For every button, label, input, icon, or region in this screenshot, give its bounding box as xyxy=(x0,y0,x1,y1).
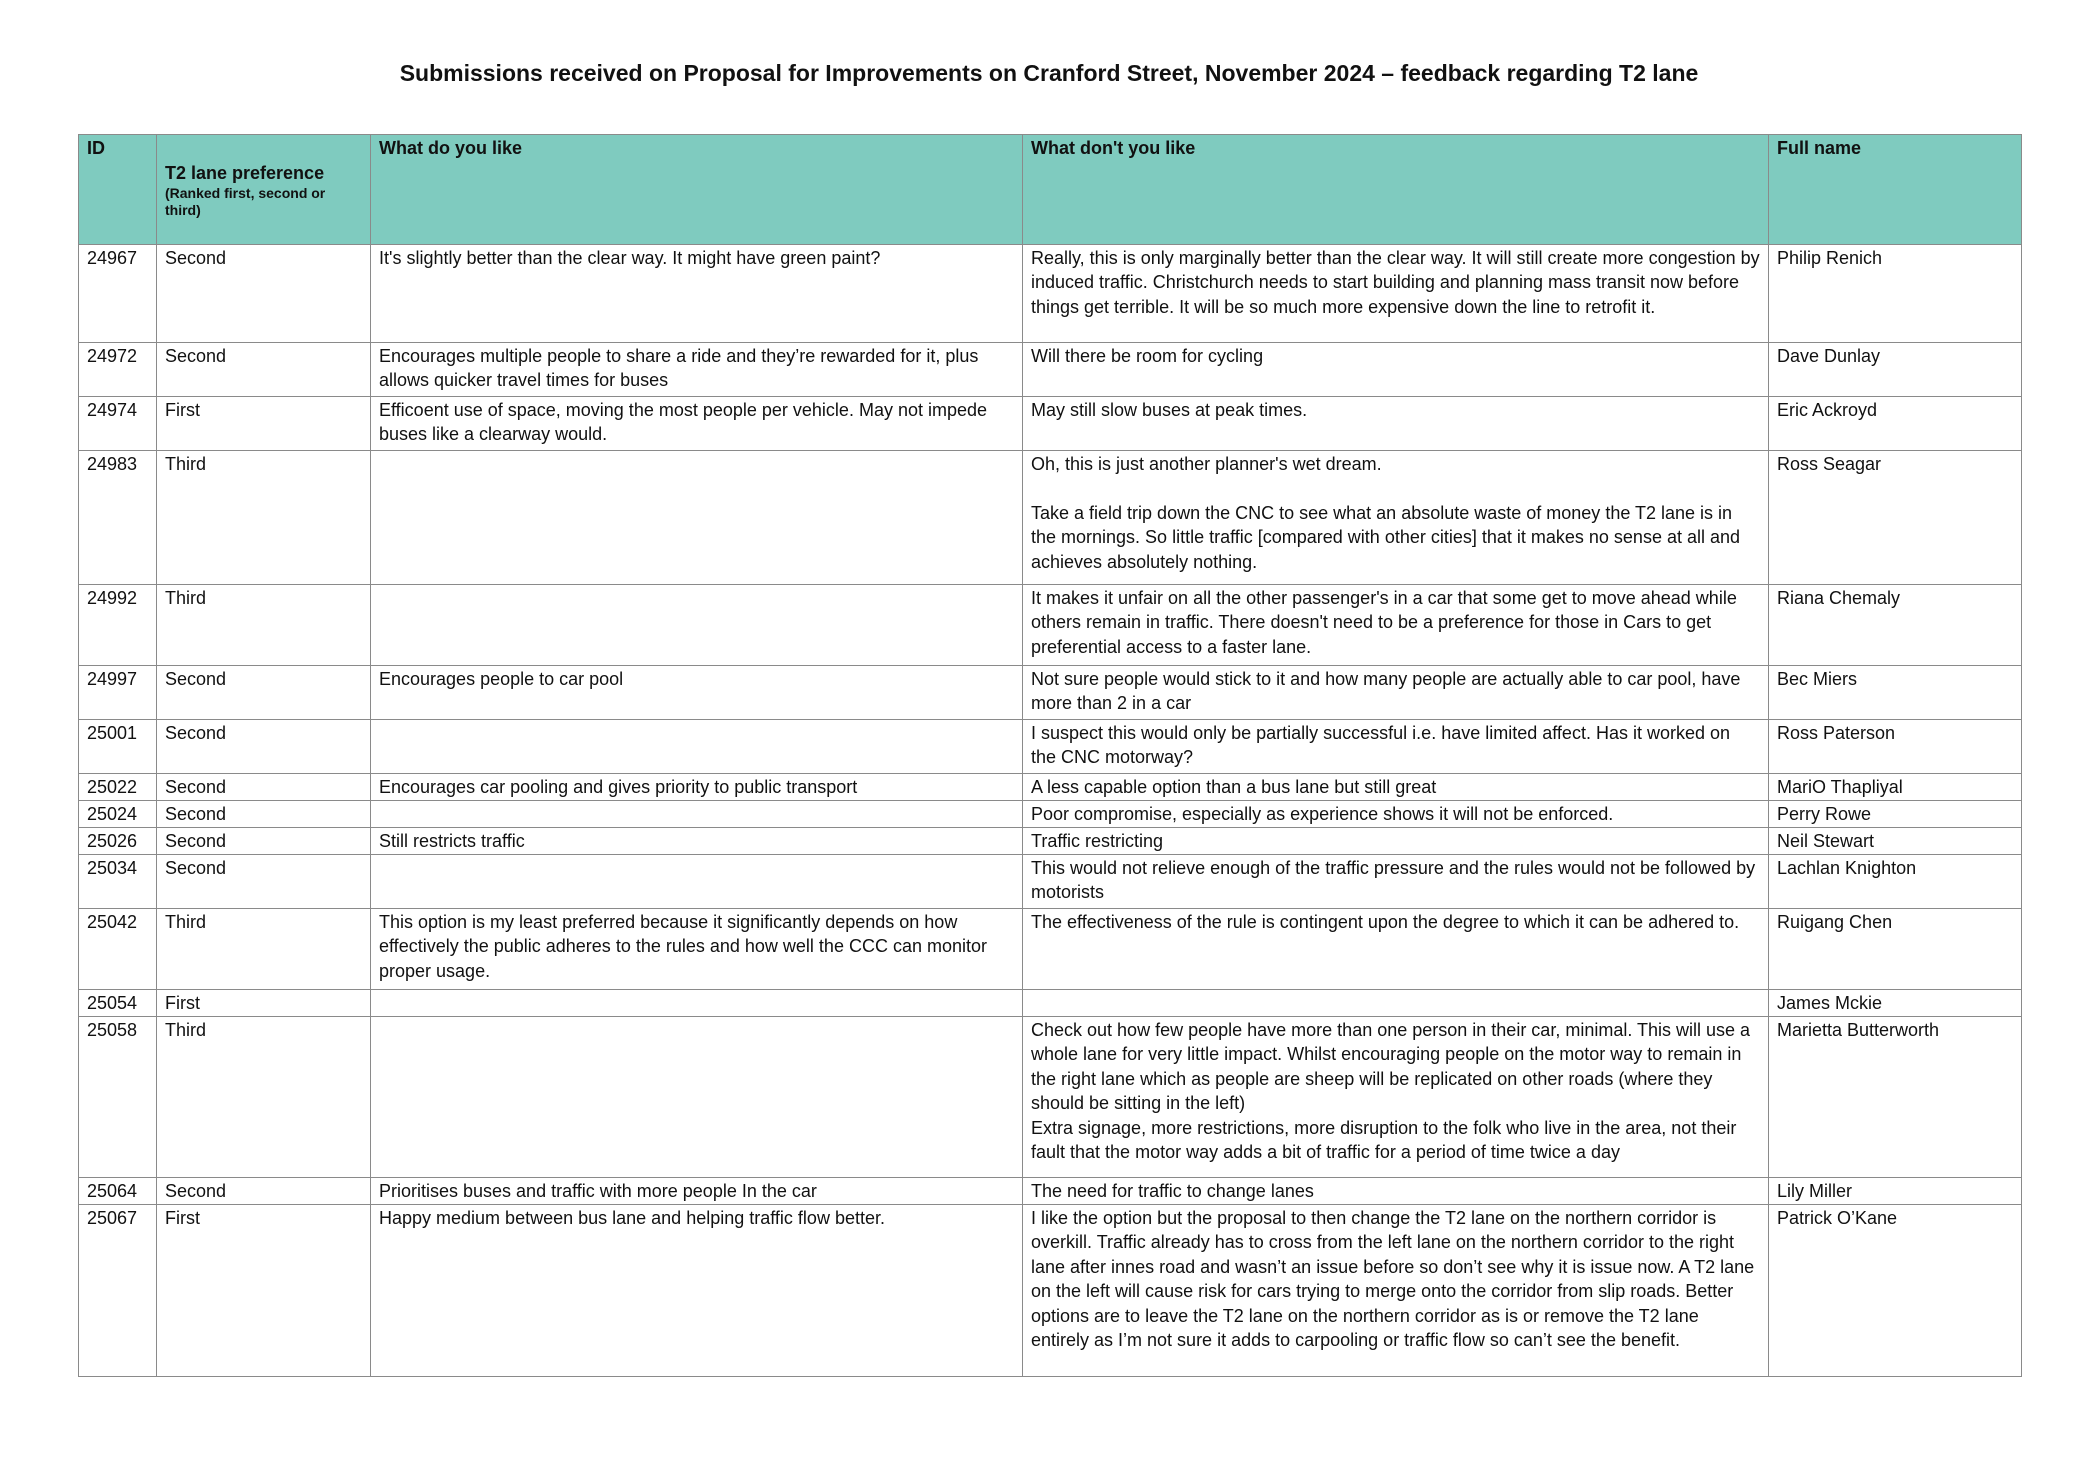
cell-like: Prioritises buses and traffic with more people In the car xyxy=(371,1177,1023,1204)
cell-name: Neil Stewart xyxy=(1769,827,2022,854)
cell-name: Dave Dunlay xyxy=(1769,342,2022,396)
cell-id: 24992 xyxy=(79,584,157,665)
cell-dislike: I suspect this would only be partially successful i.e. have limited affect. Has it worked on the CNC motorway? xyxy=(1023,719,1769,773)
cell-preference: Second xyxy=(157,827,371,854)
cell-id: 25064 xyxy=(79,1177,157,1204)
cell-like xyxy=(371,1016,1023,1177)
cell-dislike: A less capable option than a bus lane but still great xyxy=(1023,773,1769,800)
cell-id: 25058 xyxy=(79,1016,157,1177)
cell-name: Ross Paterson xyxy=(1769,719,2022,773)
cell-name: James Mckie xyxy=(1769,989,2022,1016)
cell-like: Efficoent use of space, moving the most people per vehicle. May not impede buses like a clearway would. xyxy=(371,396,1023,450)
cell-id: 25067 xyxy=(79,1204,157,1376)
cell-dislike: This would not relieve enough of the traffic pressure and the rules would not be followed by motorists xyxy=(1023,854,1769,908)
cell-preference: Second xyxy=(157,1177,371,1204)
cell-id: 25034 xyxy=(79,854,157,908)
cell-name: Lachlan Knighton xyxy=(1769,854,2022,908)
cell-name: Marietta Butterworth xyxy=(1769,1016,2022,1177)
cell-like: Happy medium between bus lane and helping traffic flow better. xyxy=(371,1204,1023,1376)
cell-dislike: I like the option but the proposal to then change the T2 lane on the northern corridor is overkill. Traffic already has to cross from the left lane on the northern corridor to the right lane after innes road and wasn’t an issue before so don’t see why it is issue now. A T2 lane on the left will cause risk for cars trying to merge onto the corridor from slip roads. Better options are to leave the T2 lane on the northern corridor as is or remove the T2 lane entirely as I’m not sure it adds to carpooling or traffic flow so can’t see the benefit. xyxy=(1023,1204,1769,1376)
cell-id: 25042 xyxy=(79,908,157,989)
header-like: What do you like xyxy=(371,135,1023,245)
header-id: ID xyxy=(79,135,157,245)
cell-like xyxy=(371,584,1023,665)
cell-preference: Second xyxy=(157,854,371,908)
cell-like: It's slightly better than the clear way. It might have green paint? xyxy=(371,244,1023,342)
cell-dislike: Traffic restricting xyxy=(1023,827,1769,854)
cell-id: 24974 xyxy=(79,396,157,450)
table-row xyxy=(79,1204,2022,1376)
table-row xyxy=(79,719,2022,773)
cell-preference: Second xyxy=(157,665,371,719)
cell-preference: First xyxy=(157,989,371,1016)
cell-preference: Third xyxy=(157,908,371,989)
cell-dislike: It makes it unfair on all the other passenger's in a car that some get to move ahead while others remain in traffic. There doesn't need to be a preference for those in Cars to get preferential access to a faster lane. xyxy=(1023,584,1769,665)
table-row xyxy=(79,989,2022,1016)
table-row xyxy=(79,773,2022,800)
cell-id: 25054 xyxy=(79,989,157,1016)
cell-id: 25026 xyxy=(79,827,157,854)
table-row xyxy=(79,450,2022,584)
table-row xyxy=(79,800,2022,827)
cell-preference: Second xyxy=(157,800,371,827)
table-row xyxy=(79,665,2022,719)
cell-dislike: Poor compromise, especially as experience shows it will not be enforced. xyxy=(1023,800,1769,827)
header-preference xyxy=(157,135,371,245)
header-name: Full name xyxy=(1769,135,2022,245)
cell-like xyxy=(371,719,1023,773)
cell-preference: First xyxy=(157,396,371,450)
cell-preference: Second xyxy=(157,719,371,773)
cell-dislike: Not sure people would stick to it and how many people are actually able to car pool, have more than 2 in a car xyxy=(1023,665,1769,719)
cell-preference: Second xyxy=(157,342,371,396)
cell-id: 24972 xyxy=(79,342,157,396)
cell-preference: Third xyxy=(157,450,371,584)
table-row xyxy=(79,854,2022,908)
cell-name: Lily Miller xyxy=(1769,1177,2022,1204)
table-row xyxy=(79,1016,2022,1177)
cell-dislike: The effectiveness of the rule is contingent upon the degree to which it can be adhered to. xyxy=(1023,908,1769,989)
cell-name: Riana Chemaly xyxy=(1769,584,2022,665)
cell-name: Ruigang Chen xyxy=(1769,908,2022,989)
cell-dislike: Check out how few people have more than one person in their car, minimal. This will use a whole lane for very little impact. Whilst encouraging people on the motor way to remain in the right lane which as people are sheep will be replicated on other roads (where they should be sitting in the left) Extra signage, more restrictions, more disruption to the folk who live in the area, not their fault that the motor way adds a bit of traffic for a period of time twice a day xyxy=(1023,1016,1769,1177)
cell-id: 25001 xyxy=(79,719,157,773)
cell-like: Still restricts traffic xyxy=(371,827,1023,854)
cell-dislike: Really, this is only marginally better than the clear way. It will still create more congestion by induced traffic. Christchurch needs to start building and planning mass transit now before things get terrible. It will be so much more expensive down the line to retrofit it. xyxy=(1023,244,1769,342)
header-preference-subtitle: (Ranked first, second or third) xyxy=(165,185,326,218)
table-header-row xyxy=(79,135,2022,245)
header-preference-label: T2 lane preference xyxy=(165,162,325,183)
cell-dislike: Will there be room for cycling xyxy=(1023,342,1769,396)
cell-preference: Second xyxy=(157,244,371,342)
cell-like xyxy=(371,450,1023,584)
cell-dislike: Oh, this is just another planner's wet dream. Take a field trip down the CNC to see what an absolute waste of money the T2 lane is in the mornings. So little traffic [compared with other cities] that it makes no sense at all and achieves absolutely nothing. xyxy=(1023,450,1769,584)
cell-like xyxy=(371,854,1023,908)
cell-name: Patrick O’Kane xyxy=(1769,1204,2022,1376)
cell-like: Encourages car pooling and gives priority to public transport xyxy=(371,773,1023,800)
cell-preference: Third xyxy=(157,584,371,665)
header-dislike: What don't you like xyxy=(1023,135,1769,245)
cell-like: Encourages people to car pool xyxy=(371,665,1023,719)
cell-preference: First xyxy=(157,1204,371,1376)
cell-id: 24983 xyxy=(79,450,157,584)
cell-name: Eric Ackroyd xyxy=(1769,396,2022,450)
table-row xyxy=(79,342,2022,396)
cell-like: This option is my least preferred because it significantly depends on how effectively the public adheres to the rules and how well the CCC can monitor proper usage. xyxy=(371,908,1023,989)
table-row xyxy=(79,908,2022,989)
cell-like: Encourages multiple people to share a ride and they’re rewarded for it, plus allows quicker travel times for buses xyxy=(371,342,1023,396)
cell-name: Perry Rowe xyxy=(1769,800,2022,827)
cell-dislike: May still slow buses at peak times. xyxy=(1023,396,1769,450)
cell-name: Bec Miers xyxy=(1769,665,2022,719)
table-row xyxy=(79,244,2022,342)
cell-id: 25024 xyxy=(79,800,157,827)
cell-like xyxy=(371,800,1023,827)
cell-id: 25022 xyxy=(79,773,157,800)
cell-preference: Third xyxy=(157,1016,371,1177)
submissions-table xyxy=(78,134,2022,1377)
table-row xyxy=(79,1177,2022,1204)
cell-id: 24997 xyxy=(79,665,157,719)
cell-dislike: The need for traffic to change lanes xyxy=(1023,1177,1769,1204)
cell-dislike xyxy=(1023,989,1769,1016)
table-row xyxy=(79,396,2022,450)
page-title: Submissions received on Proposal for Improvements on Cranford Street, November 2024 – feedback regarding T2 lane xyxy=(399,60,1699,86)
table-row xyxy=(79,827,2022,854)
cell-name: Ross Seagar xyxy=(1769,450,2022,584)
cell-name: MariO Thapliyal xyxy=(1769,773,2022,800)
cell-preference: Second xyxy=(157,773,371,800)
cell-like xyxy=(371,989,1023,1016)
cell-id: 24967 xyxy=(79,244,157,342)
cell-name: Philip Renich xyxy=(1769,244,2022,342)
table-row xyxy=(79,584,2022,665)
